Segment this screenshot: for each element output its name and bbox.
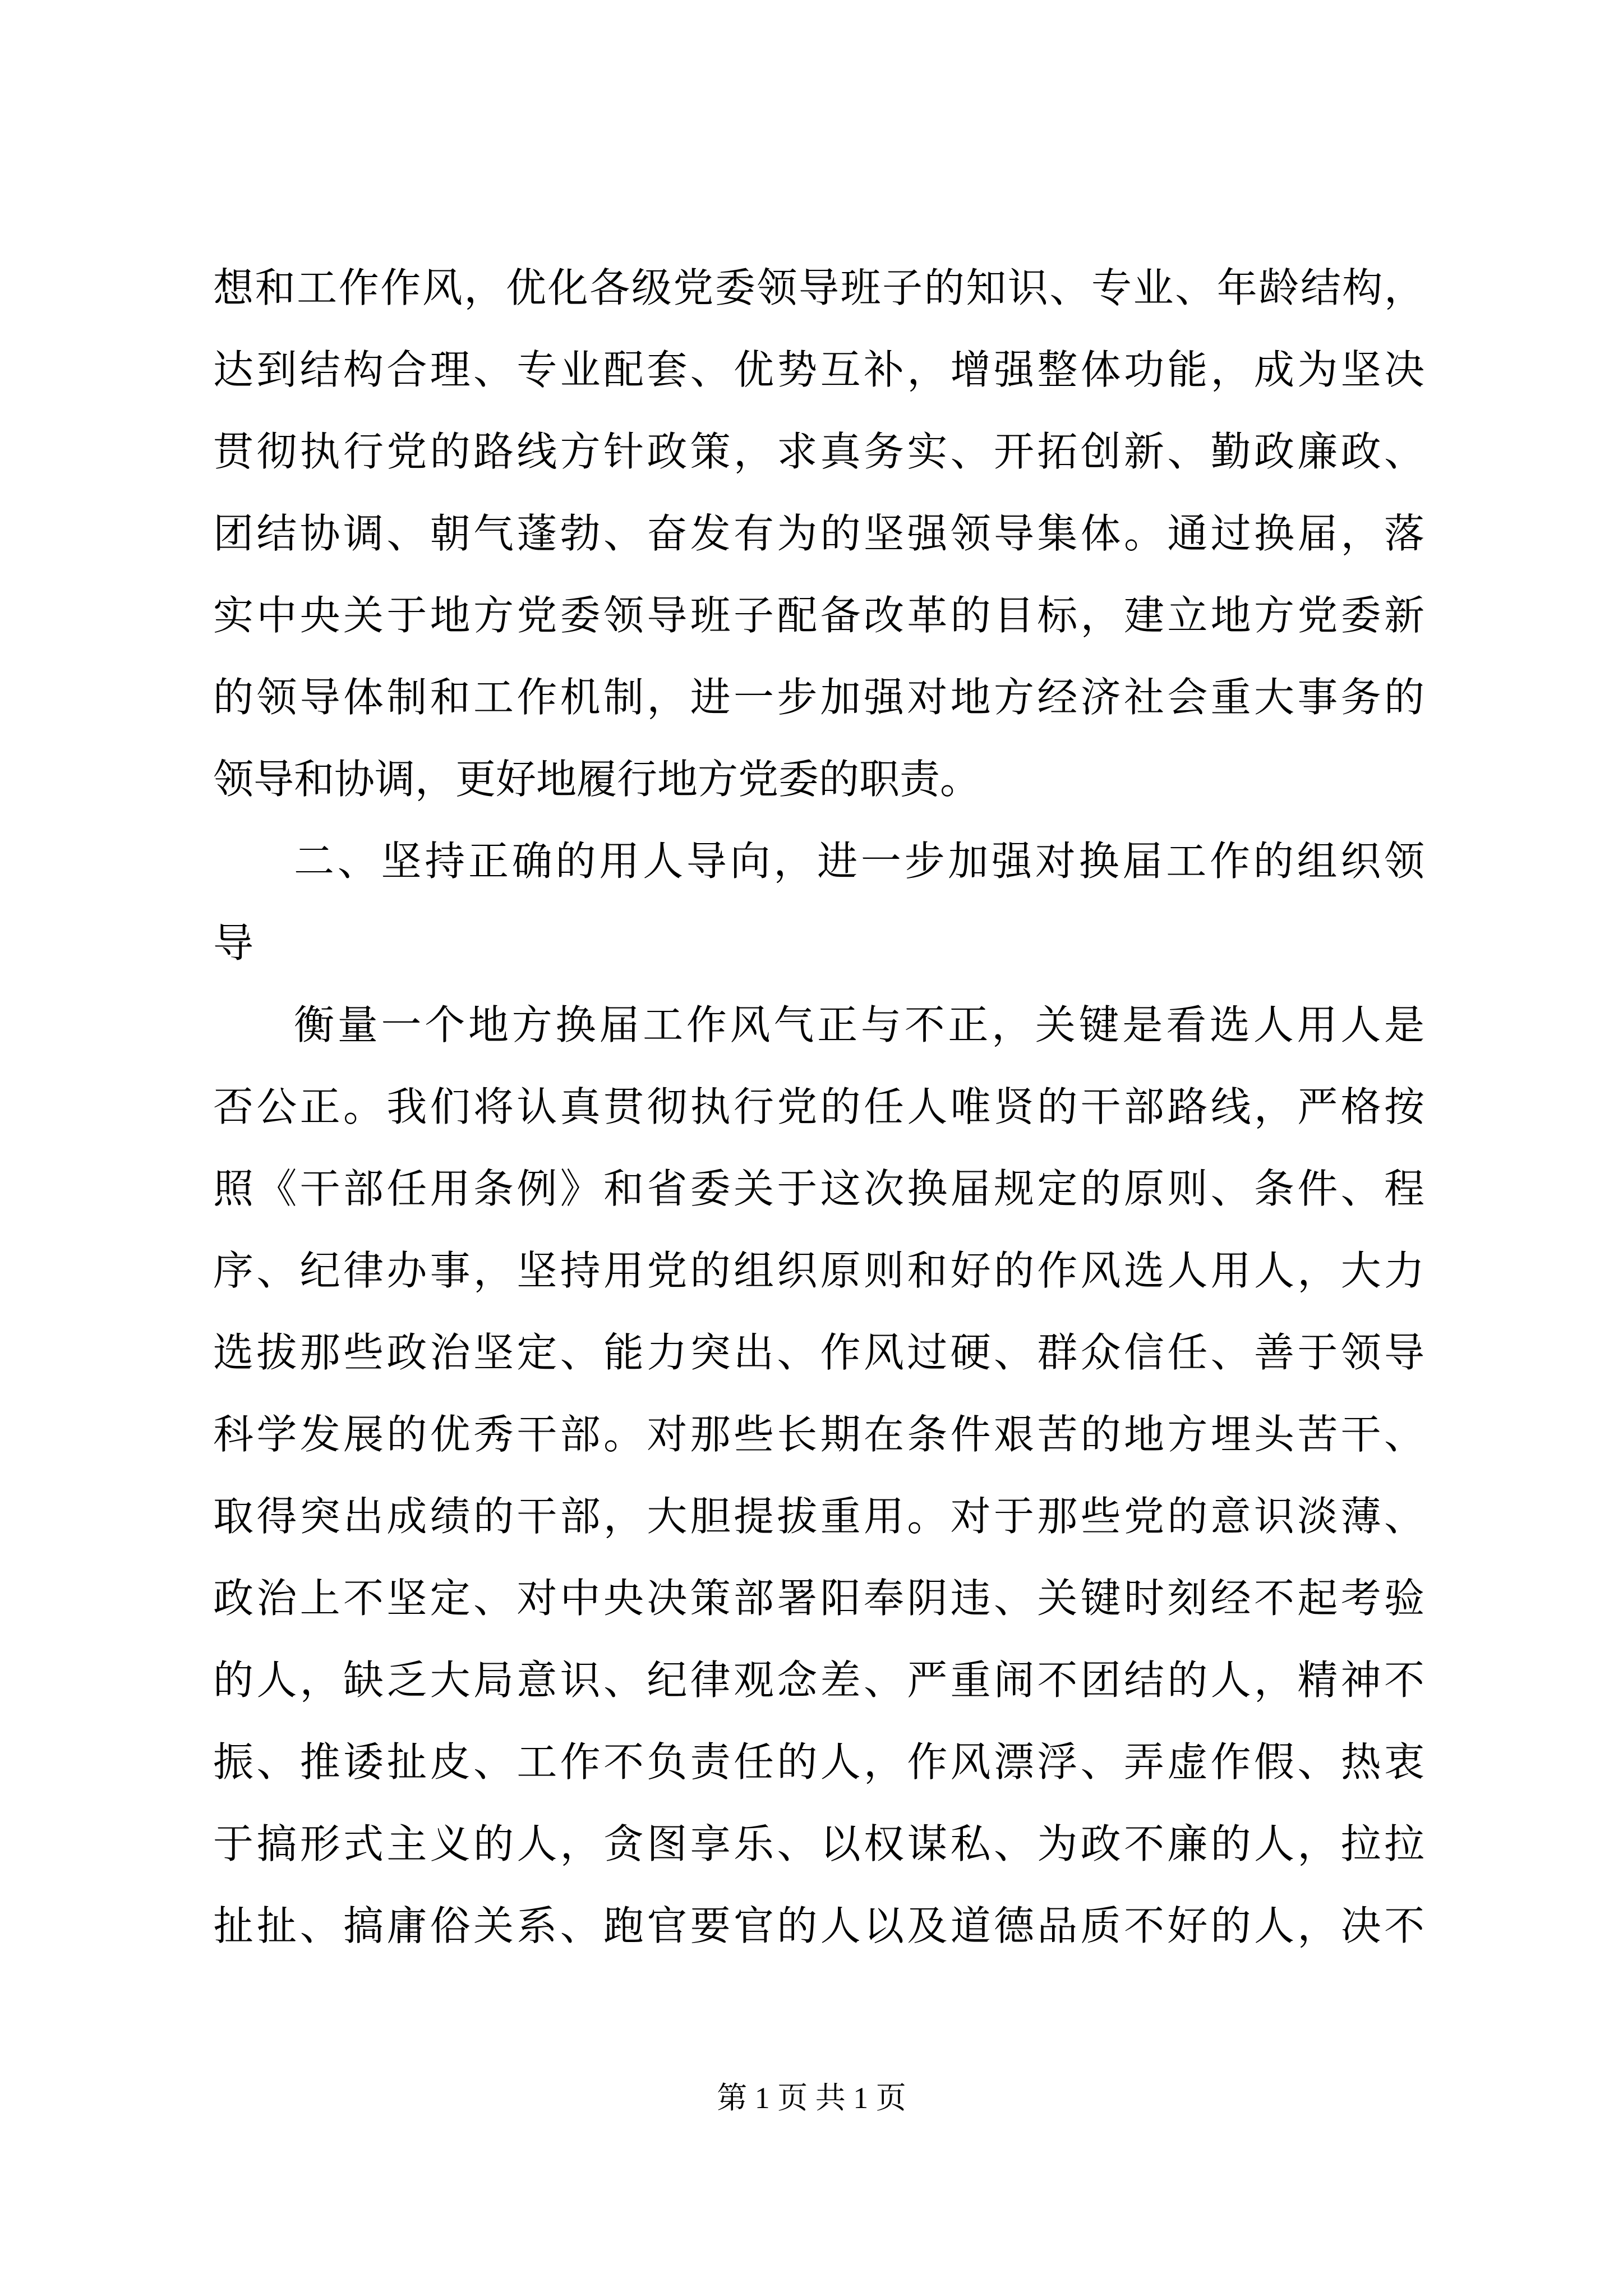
text-line: 的人，缺乏大局意识、纪律观念差、严重闹不团结的人，精神不: [213, 1657, 1424, 1704]
text-line: 领导和协调，更好地履行地方党委的职责。: [213, 756, 981, 803]
text-line: 序、纪律办事，坚持用党的组织原则和好的作风选人用人，大力: [213, 1247, 1424, 1294]
text-line: 选拔那些政治坚定、能力突出、作风过硬、群众信任、善于领导: [213, 1329, 1424, 1376]
document-body: [213, 247, 1424, 1967]
text-line: 振、推诿扯皮、工作不负责任的人，作风漂浮、弄虚作假、热衷: [213, 1738, 1424, 1786]
text-line: 贯彻执行党的路线方针政策，求真务实、开拓创新、勤政廉政、: [213, 428, 1424, 475]
section-heading-line: 二、坚持正确的用人导向，进一步加强对换届工作的组织领: [294, 838, 1424, 885]
text-line: 实中央关于地方党委领导班子配备改革的目标，建立地方党委新: [213, 592, 1424, 639]
text-line: 照《干部任用条例》和省委关于这次换届规定的原则、条件、程: [213, 1165, 1424, 1212]
text-line: 于搞形式主义的人，贪图享乐、以权谋私、为政不廉的人，拉拉: [213, 1820, 1424, 1867]
text-line: 扯扯、搞庸俗关系、跑官要官的人以及道德品质不好的人，决不: [213, 1902, 1424, 1949]
text-line: 衡量一个地方换届工作风气正与不正，关键是看选人用人是: [294, 1001, 1424, 1048]
text-line: 达到结构合理、专业配套、优势互补，增强整体功能，成为坚决: [213, 346, 1424, 393]
text-line: 否公正。我们将认真贯彻执行党的任人唯贤的干部路线，严格按: [213, 1083, 1424, 1130]
section-heading-line: 导: [213, 919, 254, 967]
text-line: 的领导体制和工作机制，进一步加强对地方经济社会重大事务的: [213, 674, 1424, 721]
page-number-footer: 第 1 页 共 1 页: [717, 2081, 906, 2115]
text-line: 想和工作作风，优化各级党委领导班子的知识、专业、年龄结构，: [213, 264, 1424, 311]
text-line: 科学发展的优秀干部。对那些长期在条件艰苦的地方埋头苦干、: [213, 1411, 1424, 1458]
text-line: 取得突出成绩的干部，大胆提拔重用。对于那些党的意识淡薄、: [213, 1493, 1424, 1540]
text-line: 团结协调、朝气蓬勃、奋发有为的坚强领导集体。通过换届，落: [213, 510, 1424, 557]
text-line: 政治上不坚定、对中央决策部署阳奉阴违、关键时刻经不起考验: [213, 1575, 1424, 1622]
